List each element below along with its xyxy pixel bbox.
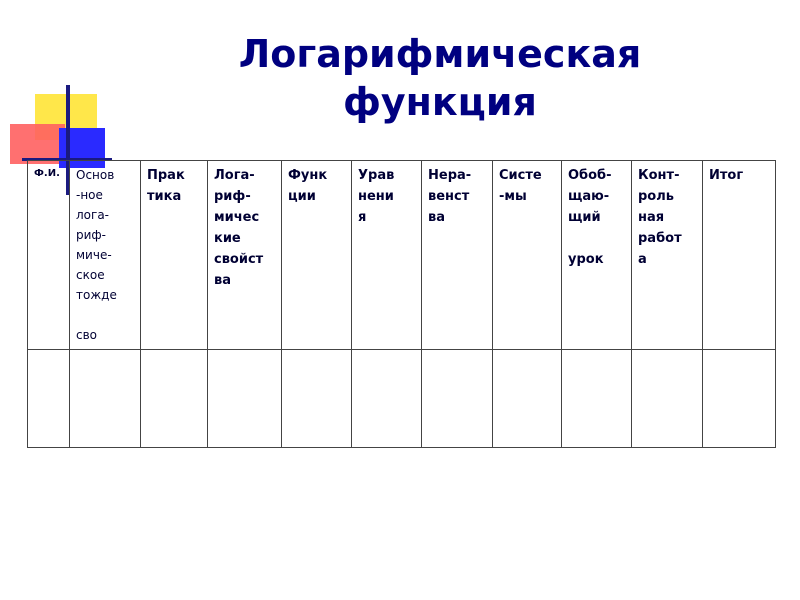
table-cell[interactable] xyxy=(28,350,70,448)
header-cell-inequalities: Нера- венст ва xyxy=(422,161,493,350)
table-row xyxy=(28,350,776,448)
table-cell[interactable] xyxy=(208,350,282,448)
header-cell-test: Конт- роль ная работ а xyxy=(632,161,703,350)
table-cell[interactable] xyxy=(352,350,422,448)
header-cell-systems: Систе -мы xyxy=(493,161,562,350)
table-cell[interactable] xyxy=(141,350,208,448)
slide-title-line2: функция xyxy=(343,80,537,124)
header-cell-total: Итог xyxy=(703,161,776,350)
table-cell[interactable] xyxy=(422,350,493,448)
slide-title xyxy=(140,30,740,126)
table-header-row xyxy=(28,161,776,350)
table-cell[interactable] xyxy=(562,350,632,448)
table-cell[interactable] xyxy=(282,350,352,448)
grades-table xyxy=(27,160,776,448)
table-cell[interactable] xyxy=(493,350,562,448)
table-cell[interactable] xyxy=(703,350,776,448)
header-cell-log-properties: Лога- риф- мичес кие свойст ва xyxy=(208,161,282,350)
header-cell-fio: Ф.И. xyxy=(28,161,70,350)
header-cell-summary-lesson: Обоб- щаю- щий урок xyxy=(562,161,632,350)
header-cell-practice: Прак тика xyxy=(141,161,208,350)
slide-title-line1: Логарифмическая xyxy=(238,32,642,76)
header-cell-functions: Функ ции xyxy=(282,161,352,350)
table-cell[interactable] xyxy=(70,350,141,448)
header-cell-basic-identity: Основ -ное лога- риф- миче- ское тожде сво xyxy=(70,161,141,350)
table-cell[interactable] xyxy=(632,350,703,448)
header-cell-equations: Урав нени я xyxy=(352,161,422,350)
